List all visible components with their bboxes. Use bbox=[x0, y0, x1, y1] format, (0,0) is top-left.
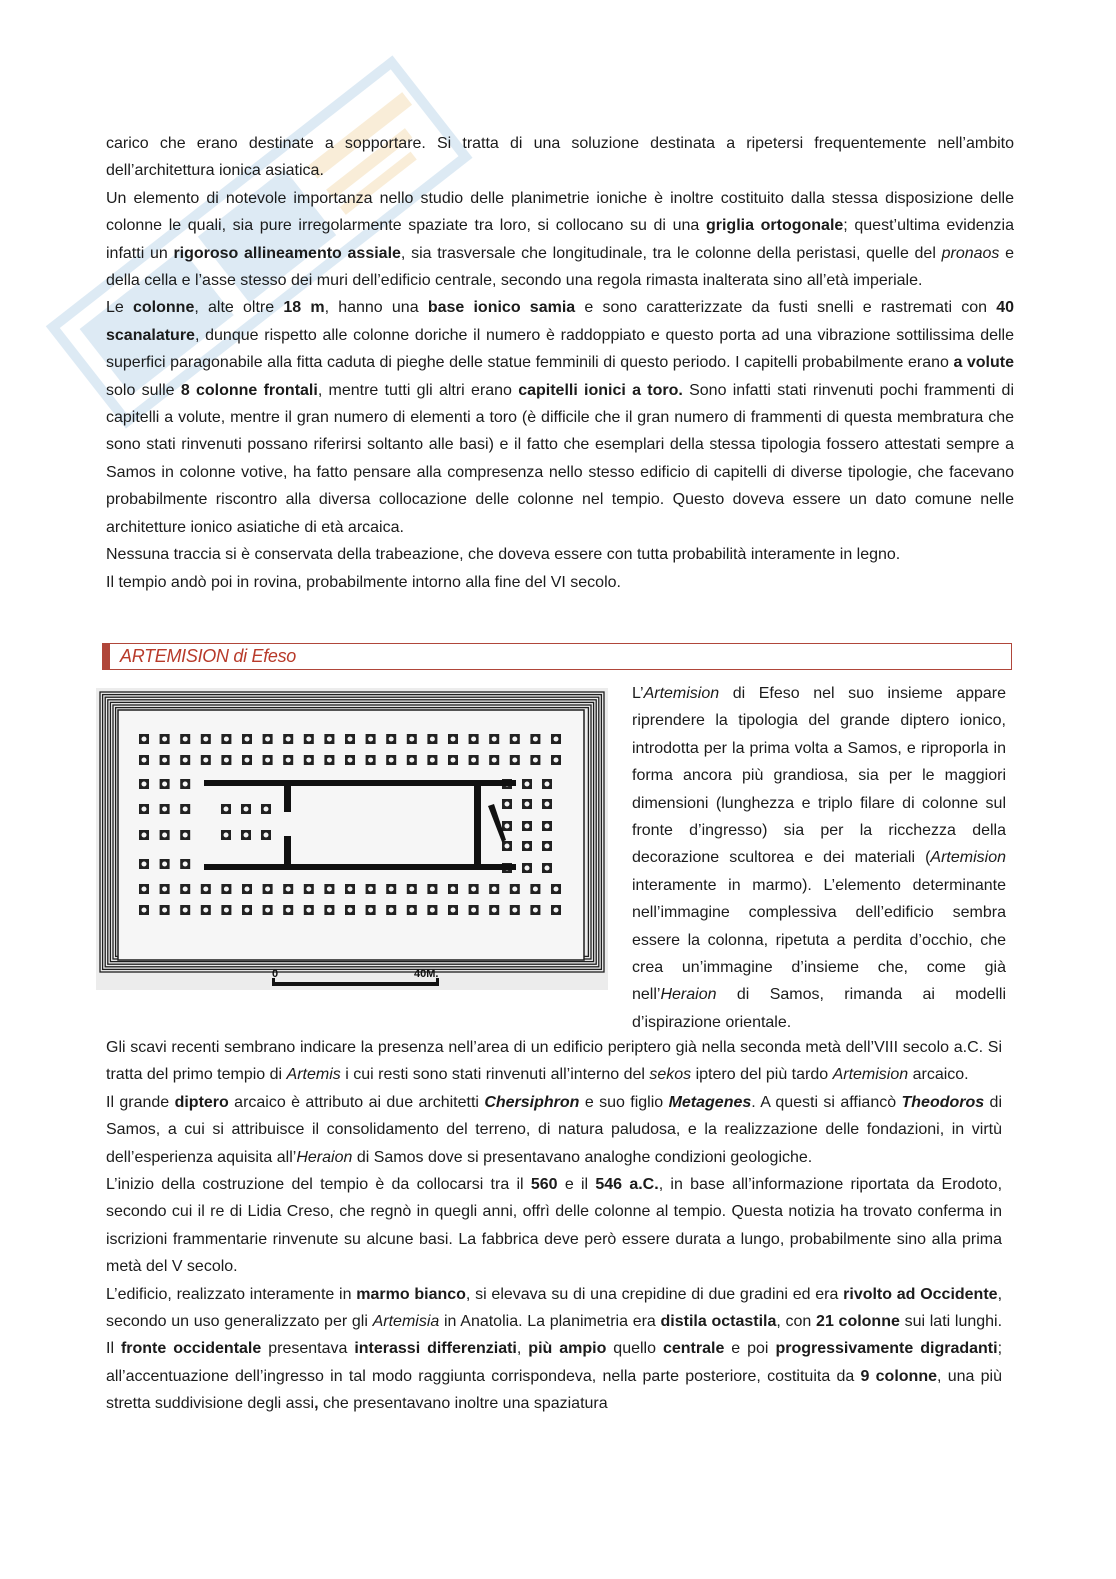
paragraph bbox=[106, 185, 1014, 295]
text-run: che presentavano inoltre una spaziatura bbox=[318, 1395, 608, 1413]
text-run: distila octastila bbox=[660, 1313, 777, 1331]
column-core bbox=[505, 824, 510, 829]
text-run: Un elemento di notevole importanza nello studio delle planimetrie ioniche è inoltre costituito dalla stessa disposizione delle colonne le quali, sia pure irregolarmente spaziate tra loro, si collocano su di una bbox=[106, 189, 1014, 235]
text-run: e sono caratterizzate da fusti snelli e rastremati con bbox=[575, 299, 997, 317]
text-run: e della cella e l’asse stesso dei muri dell’edificio centrale, secondo una regola rimasta inalterata sino all’età imperiale. bbox=[106, 244, 1015, 290]
paragraph bbox=[106, 569, 1014, 596]
text-run: Artemision bbox=[643, 685, 720, 702]
text-run: rivolto ad Occidente bbox=[843, 1285, 998, 1303]
column-core bbox=[348, 758, 353, 763]
text-run: ; quest’ultima evidenzia infatti un bbox=[106, 217, 1015, 262]
column-core bbox=[471, 758, 476, 763]
column-core bbox=[451, 737, 456, 742]
column-core bbox=[306, 908, 311, 913]
column-core bbox=[162, 737, 167, 742]
column-core bbox=[471, 737, 476, 742]
column-core bbox=[525, 866, 530, 871]
text-run: 18 m bbox=[283, 299, 325, 317]
column-core bbox=[306, 758, 311, 763]
text-run: 40 scanalature bbox=[106, 299, 1015, 344]
text-run: , sia trasversale che longitudinale, tra le colonne della peristasi, quelle del bbox=[400, 244, 942, 262]
text-run: Le bbox=[106, 299, 133, 317]
text-run: , bbox=[314, 1395, 319, 1413]
column-core bbox=[286, 758, 291, 763]
column-core bbox=[533, 887, 538, 892]
column-core bbox=[245, 908, 250, 913]
text-run: Artemis bbox=[286, 1066, 341, 1084]
column-core bbox=[183, 887, 188, 892]
text-run: in Anatolia. La planimetria era bbox=[439, 1313, 661, 1331]
text-run: L’ bbox=[632, 685, 644, 702]
text-run: Chersiphron bbox=[484, 1093, 580, 1111]
column-core bbox=[505, 802, 510, 807]
column-core bbox=[348, 737, 353, 742]
column-core bbox=[162, 908, 167, 913]
column-core bbox=[183, 807, 188, 812]
column-core bbox=[409, 737, 414, 742]
column-core bbox=[451, 887, 456, 892]
text-run: , alte oltre bbox=[194, 299, 284, 317]
column-core bbox=[224, 807, 229, 812]
column-core bbox=[389, 887, 394, 892]
column-core bbox=[224, 758, 229, 763]
column-core bbox=[525, 782, 530, 787]
column-core bbox=[286, 887, 291, 892]
column-core bbox=[224, 833, 229, 838]
paragraph bbox=[106, 294, 1014, 541]
column-core bbox=[389, 737, 394, 742]
text-run: , in base all’informazione riportata da Erodoto, secondo cui il re di Lidia Creso, che regnò in quegli anni, offrì delle colonne al tempio. Questa notizia ha trovato conferma in iscrizioni frammentarie rinvenute su alcune basi. La fabbrica deve però essere durata a lungo, probabilmente sino alla prima metà del V secolo. bbox=[106, 1176, 1003, 1276]
column-core bbox=[162, 758, 167, 763]
column-core bbox=[162, 782, 167, 787]
column-core bbox=[512, 758, 517, 763]
column-core bbox=[533, 737, 538, 742]
column-core bbox=[264, 833, 269, 838]
text-run: fronte occidentale bbox=[120, 1340, 262, 1358]
text-run: 8 colonne frontali bbox=[180, 381, 318, 399]
column-core bbox=[368, 758, 373, 763]
text-run: arcaico è attributo ai due architetti bbox=[228, 1093, 485, 1111]
column-core bbox=[142, 908, 147, 913]
text-run: presentava bbox=[261, 1340, 355, 1358]
column-core bbox=[492, 758, 497, 763]
paragraph bbox=[106, 1089, 1002, 1171]
column-core bbox=[471, 887, 476, 892]
text-run: e suo figlio bbox=[579, 1093, 669, 1111]
column-core bbox=[224, 887, 229, 892]
column-core bbox=[162, 862, 167, 867]
column-core bbox=[142, 887, 147, 892]
column-core bbox=[471, 908, 476, 913]
column-core bbox=[142, 737, 147, 742]
column-core bbox=[545, 782, 550, 787]
column-core bbox=[244, 807, 249, 812]
column-core bbox=[348, 908, 353, 913]
column-core bbox=[183, 862, 188, 867]
column-core bbox=[142, 862, 147, 867]
text-run: , mentre tutti gli altri erano bbox=[317, 381, 519, 399]
column-core bbox=[183, 908, 188, 913]
text-run: sekos bbox=[649, 1066, 692, 1084]
artemision-floor-plan bbox=[96, 688, 608, 990]
column-core bbox=[286, 737, 291, 742]
text-run: quello bbox=[606, 1340, 663, 1358]
column-core bbox=[327, 758, 332, 763]
column-core bbox=[265, 737, 270, 742]
column-core bbox=[203, 758, 208, 763]
column-core bbox=[183, 833, 188, 838]
column-core bbox=[533, 758, 538, 763]
text-run: arcaico. bbox=[908, 1066, 969, 1084]
column-core bbox=[409, 758, 414, 763]
text-run: , si elevava su di una crepidine di due gradini ed era bbox=[465, 1285, 844, 1303]
text-run: più ampio bbox=[528, 1340, 607, 1358]
column-core bbox=[512, 908, 517, 913]
text-run: e il bbox=[557, 1176, 596, 1194]
column-core bbox=[430, 908, 435, 913]
column-core bbox=[368, 887, 373, 892]
column-core bbox=[525, 802, 530, 807]
text-run: , con bbox=[776, 1313, 817, 1331]
text-run: Metagenes bbox=[668, 1093, 752, 1111]
text-run: Il tempio andò poi in rovina, probabilmente intorno alla fine del VI secolo. bbox=[106, 573, 621, 591]
text-run: Heraion bbox=[660, 986, 717, 1004]
text-run: base ionico samia bbox=[427, 299, 576, 317]
text-run: 560 bbox=[530, 1176, 558, 1194]
paragraph bbox=[106, 1281, 1002, 1418]
text-run: marmo bianco bbox=[356, 1285, 466, 1303]
side-text-block bbox=[632, 680, 1006, 1036]
column-core bbox=[142, 833, 147, 838]
column-core bbox=[545, 824, 550, 829]
section-heading bbox=[102, 643, 1012, 670]
column-core bbox=[162, 833, 167, 838]
column-core bbox=[327, 737, 332, 742]
column-core bbox=[142, 782, 147, 787]
text-run: di Samos dove si presentavano analoghe condizioni geologiche. bbox=[352, 1148, 813, 1166]
column-core bbox=[389, 908, 394, 913]
column-core bbox=[554, 887, 559, 892]
column-core bbox=[183, 782, 188, 787]
column-core bbox=[533, 908, 538, 913]
column-core bbox=[505, 844, 510, 849]
scale-end-label: 40M. bbox=[414, 968, 439, 980]
column-core bbox=[389, 758, 394, 763]
column-core bbox=[306, 887, 311, 892]
column-core bbox=[306, 737, 311, 742]
column-core bbox=[430, 758, 435, 763]
column-core bbox=[348, 887, 353, 892]
column-core bbox=[409, 908, 414, 913]
text-run: L’edificio, realizzato interamente in bbox=[106, 1285, 357, 1303]
text-run: Theodoros bbox=[901, 1093, 985, 1111]
column-core bbox=[451, 758, 456, 763]
column-core bbox=[265, 887, 270, 892]
text-run: iptero del più tardo bbox=[691, 1066, 833, 1084]
text-run: , dunque rispetto alle colonne doriche il numero è raddoppiato e questo porta ad una vibrazione sottilissima delle superfici paragonabile alla fitta caduta di pieghe delle statue femminili di questo periodo. I capitelli probabilmente erano bbox=[106, 326, 1014, 372]
text-run: a volute bbox=[953, 354, 1014, 372]
column-core bbox=[203, 908, 208, 913]
text-run: Artemision bbox=[930, 849, 1006, 867]
text-run: pronaos bbox=[941, 244, 1000, 262]
text-run: colonne bbox=[133, 299, 195, 317]
text-run: Heraion bbox=[296, 1148, 353, 1166]
text-run: 546 a.C. bbox=[595, 1176, 659, 1194]
column-core bbox=[525, 824, 530, 829]
text-run: diptero bbox=[174, 1093, 229, 1111]
column-core bbox=[245, 758, 250, 763]
text-run: , bbox=[516, 1340, 529, 1358]
scale-start-label: 0 bbox=[272, 968, 279, 980]
paragraph bbox=[106, 541, 1014, 568]
text-run: interassi differenziati bbox=[354, 1340, 517, 1358]
text-run: Nessuna traccia si è conservata della trabeazione, che doveva essere con tutta probabilità interamente in legno. bbox=[106, 546, 901, 564]
column-core bbox=[224, 908, 229, 913]
column-core bbox=[265, 908, 270, 913]
column-core bbox=[492, 908, 497, 913]
paragraph bbox=[106, 1171, 1002, 1281]
column-core bbox=[554, 758, 559, 763]
column-core bbox=[142, 758, 147, 763]
text-run: carico che erano destinate a sopportare. Si tratta di una soluzione destinata a ripetersi frequentemente nell’ambito dell’architettura ionica asiatica. bbox=[106, 135, 1014, 180]
column-core bbox=[512, 737, 517, 742]
text-run: di Samos, rimanda ai modelli d’ispirazione orientale. bbox=[632, 986, 1006, 1031]
text-run: griglia ortogonale bbox=[705, 217, 844, 235]
column-core bbox=[525, 844, 530, 849]
column-core bbox=[409, 887, 414, 892]
text-run: solo sulle bbox=[106, 381, 181, 399]
text-run: ; all’accentuazione dell’ingresso in tal modo raggiunta corrispondeva, nella parte posteriore, costituita da bbox=[106, 1340, 1003, 1385]
column-core bbox=[451, 908, 456, 913]
column-core bbox=[142, 807, 147, 812]
text-run: Gli scavi recenti sembrano indicare la presenza nell’area di un edificio periptero già nella seconda metà dell’VIII secolo a.C. Si tratta del primo tempio di bbox=[106, 1039, 1002, 1084]
text-run: capitelli ionici a toro. bbox=[518, 381, 683, 399]
column-core bbox=[224, 737, 229, 742]
text-run: sui lati lunghi. Il bbox=[106, 1313, 1003, 1358]
column-core bbox=[244, 833, 249, 838]
column-core bbox=[512, 887, 517, 892]
column-core bbox=[554, 737, 559, 742]
text-run: L’inizio della costruzione del tempio è da collocarsi tra il bbox=[106, 1176, 531, 1194]
text-run: 9 colonne bbox=[860, 1367, 937, 1385]
column-core bbox=[368, 908, 373, 913]
text-run: Il grande bbox=[106, 1093, 175, 1111]
column-core bbox=[264, 807, 269, 812]
column-core bbox=[245, 737, 250, 742]
text-run: progressivamente digradanti bbox=[775, 1340, 998, 1358]
text-run: Artemision bbox=[832, 1066, 909, 1084]
top-text-block bbox=[106, 130, 1014, 596]
text-run: di Samos, a cui si attribuisce il consolidamento del terreno, di natura paludosa, e la realizzazione delle fondazioni, in virtù dell’esperienza aquisita all’ bbox=[106, 1093, 1002, 1166]
column-core bbox=[245, 887, 250, 892]
text-run: i cui resti sono stati rinvenuti all’interno del bbox=[340, 1066, 650, 1084]
text-run: , hanno una bbox=[324, 299, 428, 317]
text-run: centrale bbox=[662, 1340, 725, 1358]
column-core bbox=[545, 802, 550, 807]
column-core bbox=[327, 908, 332, 913]
text-run: rigoroso allineamento assiale bbox=[173, 244, 401, 262]
column-core bbox=[554, 908, 559, 913]
column-core bbox=[265, 758, 270, 763]
column-core bbox=[327, 887, 332, 892]
text-run: Sono infatti stati rinvenuti pochi frammenti di capitelli a volute, mentre il gran numero di elementi a toro (è difficile che il gran numero di frammenti di questa membratura che sono stati rinvenuti possano riferirsi soltanto alle basi) e il fatto che esemplari della stessa tipologia fossero attestati sempre a Samos in colonne votive, ha fatto pensare alla compresenza nello stesso edificio di capitelli di diverse tipologie, che facevano probabilmente riscontro alla diversa collocazione delle colonne nel tempio. Questo doveva essere un dato comune nelle architetture ionico asiatiche di età arcaica. bbox=[106, 381, 1014, 536]
column-core bbox=[183, 758, 188, 763]
column-core bbox=[203, 737, 208, 742]
text-run: . A questi si affiancò bbox=[751, 1093, 902, 1111]
paragraph bbox=[106, 1034, 1002, 1089]
column-core bbox=[162, 807, 167, 812]
column-core bbox=[368, 737, 373, 742]
bottom-text-block bbox=[106, 1034, 1002, 1418]
column-core bbox=[183, 737, 188, 742]
section-heading-text: ARTEMISION di Efeso bbox=[120, 646, 297, 666]
column-core bbox=[430, 737, 435, 742]
text-run: interamente in marmo). L’elemento determinante nell’immagine complessiva dell’edificio sembra essere la colonna, ripetuta a perdita d’occhio, che crea un’immagine d’insieme che, come già nell’ bbox=[632, 876, 1006, 1004]
column-core bbox=[286, 908, 291, 913]
column-core bbox=[162, 887, 167, 892]
column-core bbox=[492, 737, 497, 742]
text-run: e poi bbox=[724, 1340, 776, 1358]
text-run: di Efeso nel suo insieme appare riprendere la tipologia del grande diptero ionico, introdotta per la prima volta a Samos, e riproporla in forma ancora più grandiosa, sia per le maggiori dimensioni (lunghezza e triplo filare di colonne sul fronte d’ingresso) sia per la ricchezza della decorazione scultorea e dei materiali ( bbox=[632, 685, 1006, 867]
column-core bbox=[430, 887, 435, 892]
text-run: Artemisia bbox=[372, 1313, 440, 1331]
column-core bbox=[203, 887, 208, 892]
text-run: , secondo un uso generalizzato per gli bbox=[106, 1285, 1003, 1331]
side-paragraph bbox=[632, 680, 1006, 1036]
paragraph bbox=[106, 130, 1014, 185]
column-core bbox=[545, 866, 550, 871]
column-core bbox=[545, 844, 550, 849]
column-core bbox=[492, 887, 497, 892]
text-run: , una più stretta suddivisione degli assi bbox=[106, 1367, 1002, 1413]
text-run: 21 colonne bbox=[816, 1313, 900, 1331]
